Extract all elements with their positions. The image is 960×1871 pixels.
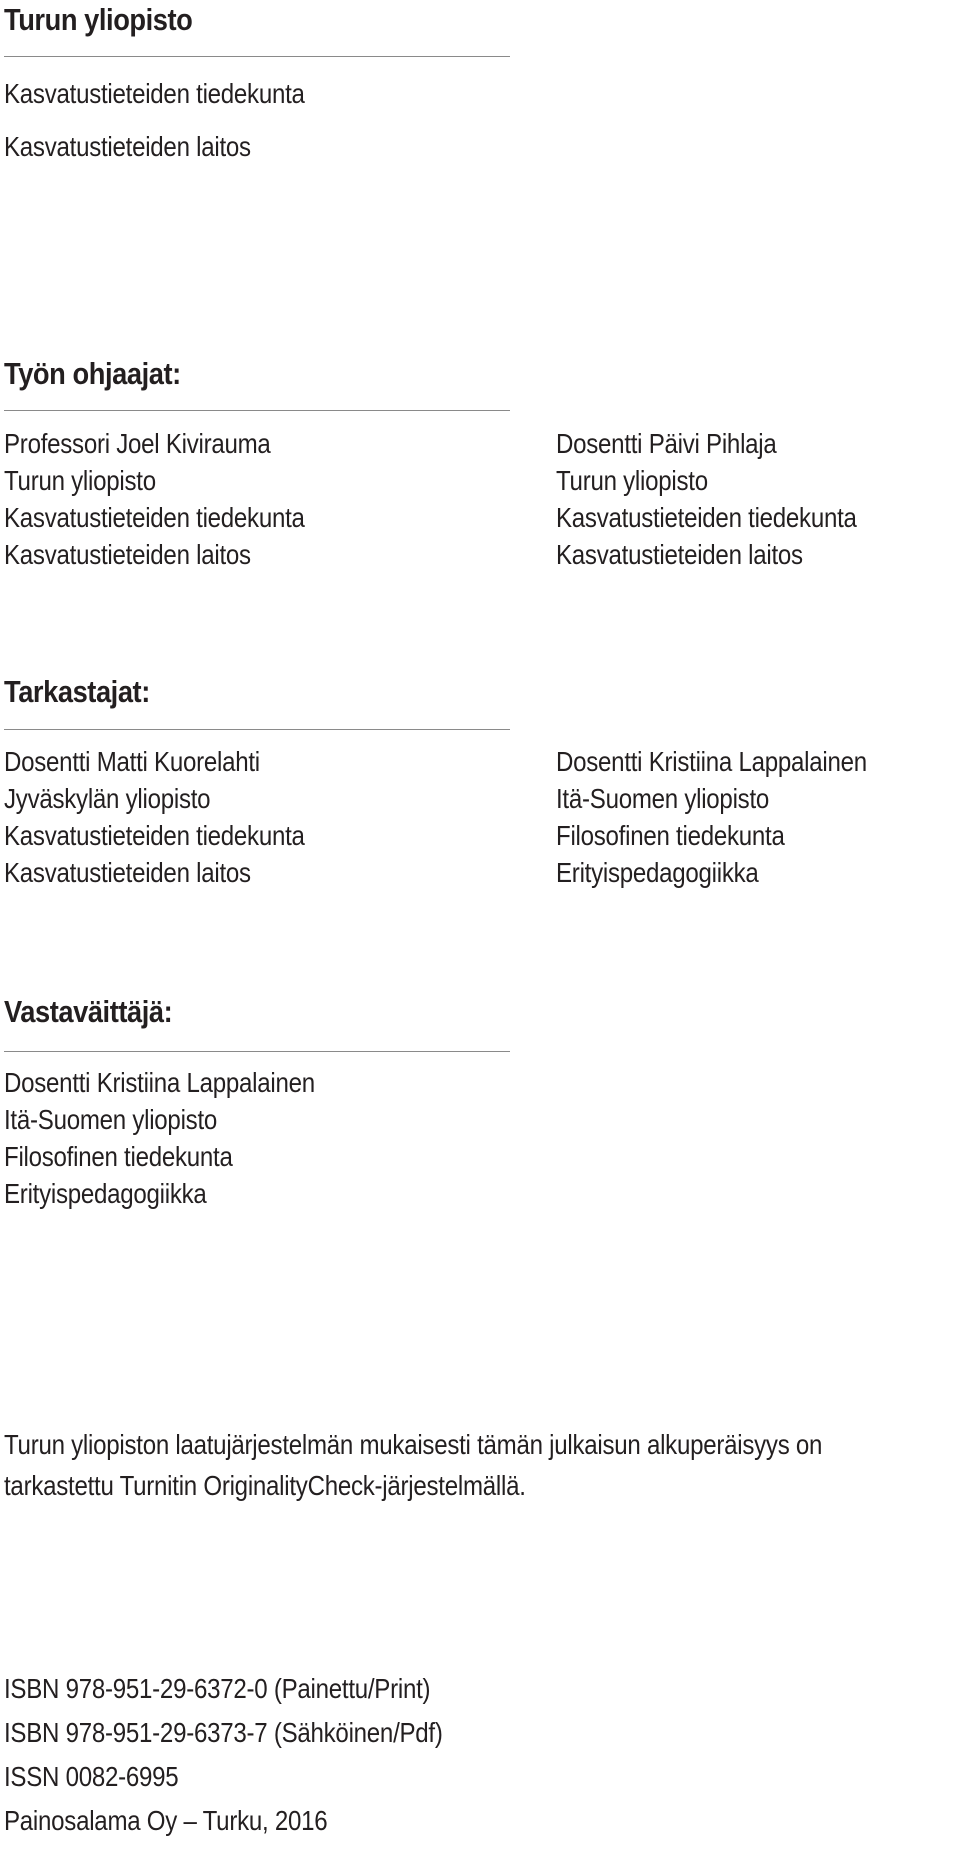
university-line: Kasvatustieteiden tiedekunta: [4, 78, 305, 109]
reviewer-right-line: Erityispedagogiikka: [556, 857, 759, 888]
originality-note-line: Turun yliopiston laatujärjestelmän mukaisesti tämän julkaisun alkuperäisyys on: [4, 1429, 823, 1460]
opponent-divider: [4, 1051, 510, 1052]
reviewer-right-line: Filosofinen tiedekunta: [556, 820, 785, 851]
supervisor-left-line: Professori Joel Kivirauma: [4, 428, 271, 459]
supervisor-left-line: Kasvatustieteiden laitos: [4, 539, 251, 570]
supervisor-right-line: Turun yliopisto: [556, 465, 708, 496]
isbn-pdf: ISBN 978-951-29-6373-7 (Sähköinen/Pdf): [4, 1717, 443, 1748]
supervisor-left-line: Turun yliopisto: [4, 465, 156, 496]
reviewer-left: [4, 743, 305, 891]
opponent-line: Filosofinen tiedekunta: [4, 1141, 233, 1172]
opponent-line: Dosentti Kristiina Lappalainen: [4, 1067, 315, 1098]
opponent-line: Itä-Suomen yliopisto: [4, 1104, 218, 1135]
reviewer-right-line: Dosentti Kristiina Lappalainen: [556, 746, 867, 777]
originality-note-line: tarkastettu Turnitin OriginalityCheck-järjestelmällä.: [4, 1470, 526, 1501]
reviewer-left-line: Kasvatustieteiden tiedekunta: [4, 820, 305, 851]
reviewer-right-line: Itä-Suomen yliopisto: [556, 783, 770, 814]
reviewer-left-line: Kasvatustieteiden laitos: [4, 857, 251, 888]
reviewers-heading: Tarkastajat:: [4, 674, 150, 709]
publication-info: [4, 1667, 443, 1843]
opponent-details: [4, 1064, 315, 1212]
opponent-line: Erityispedagogiikka: [4, 1178, 207, 1209]
reviewers-divider: [4, 729, 510, 730]
supervisor-right: [556, 425, 857, 573]
issn: ISSN 0082-6995: [4, 1761, 179, 1792]
university-title: Turun yliopisto: [4, 2, 193, 37]
supervisor-left-line: Kasvatustieteiden tiedekunta: [4, 502, 305, 533]
supervisor-left: [4, 425, 305, 573]
originality-note: [4, 1426, 822, 1504]
printer-info: Painosalama Oy – Turku, 2016: [4, 1805, 328, 1836]
supervisor-right-line: Kasvatustieteiden laitos: [556, 539, 803, 570]
university-affiliation: [4, 75, 305, 165]
supervisors-heading: Työn ohjaajat:: [4, 356, 181, 391]
reviewer-left-line: Dosentti Matti Kuorelahti: [4, 746, 260, 777]
supervisor-right-line: Dosentti Päivi Pihlaja: [556, 428, 777, 459]
reviewer-right: [556, 743, 867, 891]
opponent-heading: Vastaväittäjä:: [4, 994, 173, 1029]
university-divider: [4, 56, 510, 57]
reviewer-left-line: Jyväskylän yliopisto: [4, 783, 211, 814]
isbn-print: ISBN 978-951-29-6372-0 (Painettu/Print): [4, 1673, 431, 1704]
supervisor-right-line: Kasvatustieteiden tiedekunta: [556, 502, 857, 533]
supervisors-divider: [4, 410, 510, 411]
university-line: Kasvatustieteiden laitos: [4, 131, 251, 162]
